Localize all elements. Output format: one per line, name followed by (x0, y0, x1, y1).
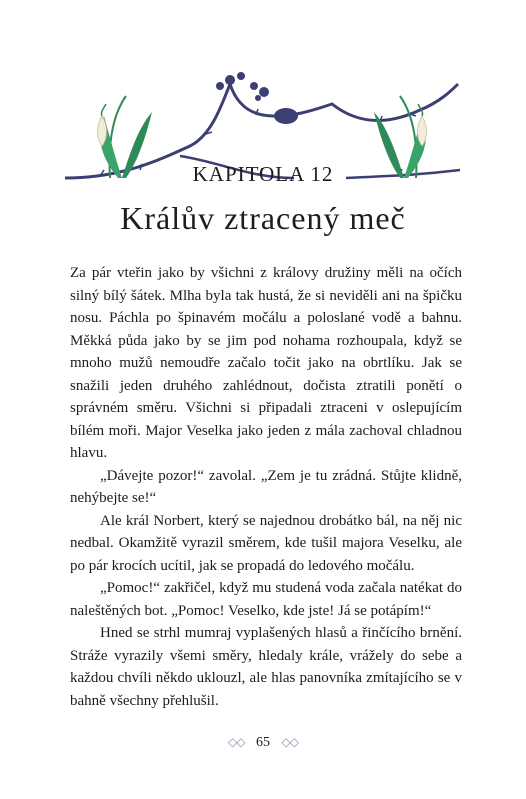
leaf-icon (274, 108, 298, 124)
paragraph: Za pár vteřin jako by všichni z královy družiny měli na očích silný bílý šátek. Mlha byla tak hustá, že si neviděli ani na špičku nosu. Páchla po špinavém močálu a poloslané vodě a bahnu. Měkká půda jako by se jim pod nohama rozhoupala, když se mnoho mužů nemoudře začalo točit jako na obrtlíku. Jak se snažili jeden druhého zahlédnout, dočista ztratili ponětí o správném směru. Všichni si připadali ztraceni v oslepujícím bílém moři. Major Veselka jako jeden z mála zachoval chladnou hlavu. (70, 265, 462, 461)
body-text (70, 262, 462, 712)
paragraph: „Dávejte pozor!“ zavolal. „Zem je tu zrádná. Stůjte klidně, nehýbejte se!“ (70, 467, 462, 506)
chapter-label: KAPITOLA 12 (192, 162, 334, 186)
diamond-ornament-right: ◇◇ (281, 735, 298, 749)
paragraph: Hned se strhl mumraj vyplašených hlasů a řinčícího brnění. Stráže vyrazily všemi směry, hledaly krále, vrážely do sebe a každou chvíli někdo uklouzl, ale hlas panovníka zmítajícího se v bahně všechny přehlušil. (70, 625, 462, 709)
paragraph: „Pomoc!“ zakřičel, když mu studená voda začala natékat do naleštěných bot. „Pomoc! Veselko, kde jste! Já se potápím!“ (70, 580, 462, 619)
page-number: 65 (256, 735, 270, 750)
page-footer (0, 735, 526, 751)
paragraph: Ale král Norbert, který se najednou drobátko bál, na něj nic nedbal. Okamžitě vyrazil směrem, kde tušil majora Veselku, ale po pár krocích ucítil, jak se propadá do ledového močálu. (70, 512, 462, 574)
chapter-title: Králův ztracený meč (120, 200, 406, 236)
diamond-ornament-left: ◇◇ (228, 735, 245, 749)
